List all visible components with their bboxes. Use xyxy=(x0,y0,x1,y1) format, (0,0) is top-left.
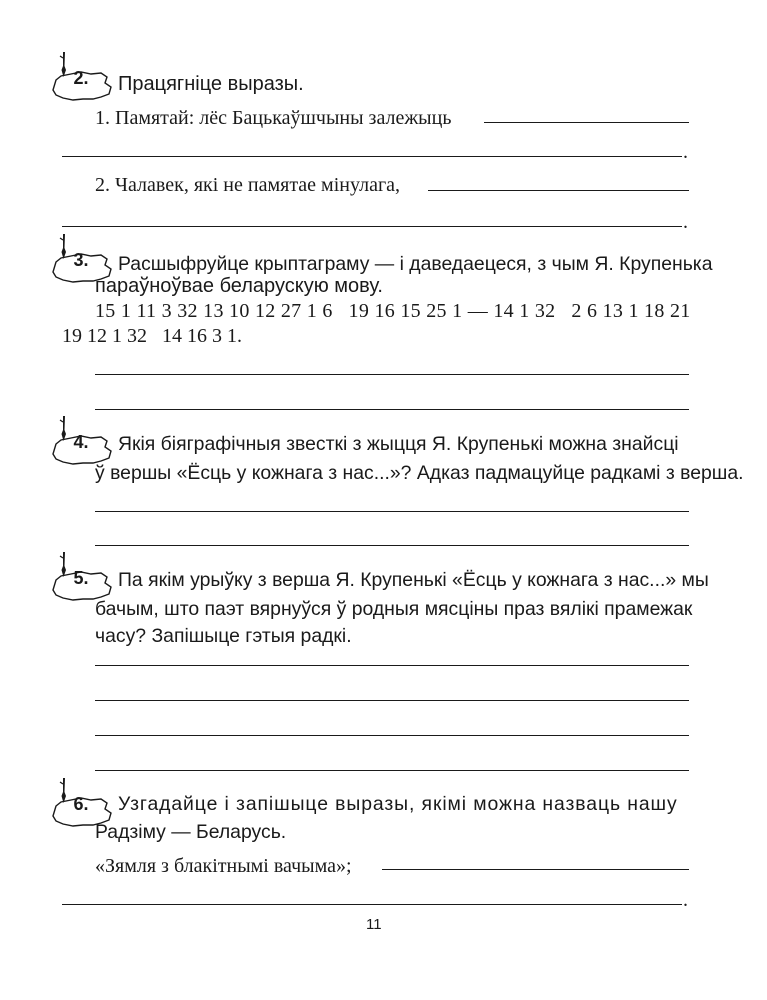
answer-line[interactable] xyxy=(95,545,689,546)
task-3-prompt-line-1: Расшыфруйце крыптаграму — і даведаецеся, з чым Я. Крупенька xyxy=(118,253,713,275)
answer-line[interactable] xyxy=(95,735,689,736)
answer-line[interactable] xyxy=(62,156,682,157)
answer-line[interactable] xyxy=(95,665,689,666)
task-3-prompt-line-2: параўноўвае беларускую мову. xyxy=(95,275,383,297)
page-number: 11 xyxy=(366,916,382,933)
end-period: . xyxy=(683,211,688,233)
task-4-prompt-line-1: Якія біяграфічныя звесткі з жыцця Я. Крупенькі можна знайсці xyxy=(118,433,679,455)
answer-line[interactable] xyxy=(382,869,689,870)
task-number: 6. xyxy=(73,794,89,814)
answer-line[interactable] xyxy=(95,700,689,701)
task-5-prompt-line-1: Па якім урыўку з верша Я. Крупенькі «Ёсць у кожнага з нас...» мы xyxy=(118,569,709,591)
task-2-prompt: Працягніце выразы. xyxy=(118,73,304,95)
task-3-cipher-line-2: 19 12 1 32 14 16 3 1. xyxy=(62,325,242,347)
end-period: . xyxy=(683,889,688,911)
answer-line[interactable] xyxy=(95,770,689,771)
task-6-prompt-line-1: Узгадайце і запішыце выразы, якімі можна назваць нашу xyxy=(118,793,678,815)
task-2-item-1: 1. Памятай: лёс Бацькаўшчыны залежыць xyxy=(95,107,452,129)
answer-line[interactable] xyxy=(62,904,682,905)
answer-line[interactable] xyxy=(484,122,689,123)
task-2-item-2: 2. Чалавек, які не памятае мінулага, xyxy=(95,174,401,196)
task-number: 3. xyxy=(73,250,89,270)
answer-line[interactable] xyxy=(95,409,689,410)
task-5-prompt-line-2: бачым, што паэт вярнуўся ў родныя мясціны праз вялікі прамежак xyxy=(95,598,693,620)
task-6-example: «Зямля з блакітнымі вачыма»; xyxy=(95,855,352,877)
answer-line[interactable] xyxy=(95,374,689,375)
task-3-cipher-line-1: 15 1 11 3 32 13 10 12 27 1 6 19 16 15 25 1 — 14 1 32 2 6 13 1 18 21 xyxy=(95,300,691,322)
task-5-prompt-line-3: часу? Запішыце гэтыя радкі. xyxy=(95,625,352,647)
task-4-prompt-line-2: ў вершы «Ёсць у кожнага з нас...»? Адказ падмацуйце радкамі з верша. xyxy=(95,462,744,484)
answer-line[interactable] xyxy=(428,190,689,191)
answer-line[interactable] xyxy=(62,226,682,227)
task-number: 4. xyxy=(73,432,89,452)
end-period: . xyxy=(683,141,688,163)
answer-line[interactable] xyxy=(95,511,689,512)
task-2-badge xyxy=(47,50,117,102)
task-6-prompt-line-2: Радзіму — Беларусь. xyxy=(95,821,287,843)
task-number: 2. xyxy=(73,68,89,88)
task-number: 5. xyxy=(73,568,89,588)
